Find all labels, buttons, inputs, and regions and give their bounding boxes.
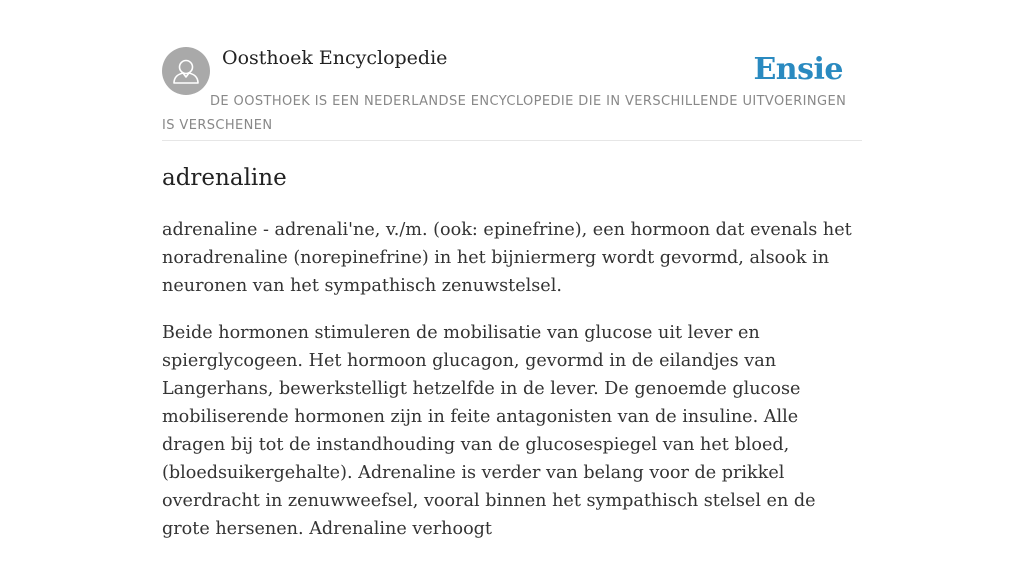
article-body — [162, 216, 862, 562]
article-paragraph: adrenaline - adrenali'ne, v./m. (ook: epinefrine), een hormoon dat evenals het noradrenaline (norepinefrine) in het bijniermerg wordt gevormd, alsook in neuronen van het sympathisch zenuwstelsel. — [162, 220, 852, 296]
article-title: adrenaline — [162, 165, 287, 191]
publication-header — [162, 46, 862, 141]
user-silhouette-icon — [162, 47, 210, 95]
brand-logo[interactable]: Ensie — [753, 52, 843, 87]
article-paragraph: Beide hormonen stimuleren de mobilisatie van glucose uit lever en spierglycogeen. Het hormoon glucagon, gevormd in de eilandjes van Langerhans, bewerkstelligt hetzelfde in de lever. De genoemde glucose mobiliserende hormonen zijn in feite antagonisten van de insuline. Alle dragen bij tot de instandhouding van de glucosespiegel van het bloed, (bloedsuikergehalte). Adrenaline is verder van belang voor de prikkel overdracht in zenuwweefsel, vooral binnen het sympathisch stelsel en de grote hersenen. Adrenaline verhoogt — [162, 323, 816, 539]
publication-name[interactable]: Oosthoek Encyclopedie — [222, 47, 448, 69]
publication-tagline: DE OOSTHOEK IS EEN NEDERLANDSE ENCYCLOPEDIE DIE IN VERSCHILLENDE UITVOERINGEN IS VERSCHENEN — [162, 94, 847, 133]
publication-avatar[interactable] — [162, 47, 210, 95]
